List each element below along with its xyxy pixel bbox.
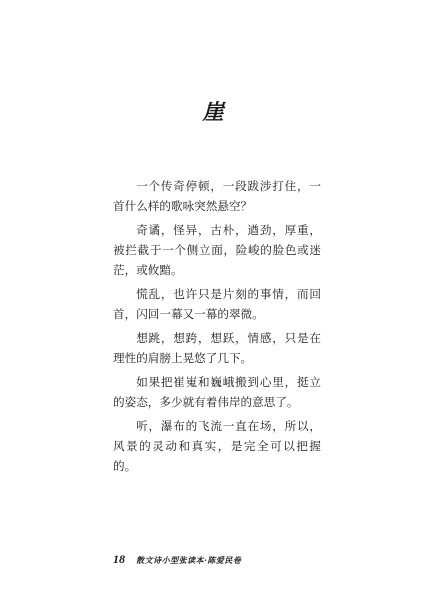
paragraph: 听，瀑布的飞流一直在场，所以，风景的灵动和真实，是完全可以把握的。 <box>113 419 321 473</box>
page-title: 崖 <box>202 99 225 124</box>
paragraph: 慌乱，也许只是片刻的事情，而回首，闪回一幕又一幕的翠微。 <box>113 287 321 321</box>
page-number: 18 <box>113 552 125 566</box>
paragraph: 一个传奇停顿，一段跋涉打住，一首什么样的歌咏突然悬空？ <box>113 179 321 213</box>
page-footer <box>113 548 373 567</box>
paragraph: 如果把崔嵬和巍峨搬到心里，挺立的姿态，多少就有着伟岸的意思了。 <box>113 375 321 409</box>
paragraph: 奇谲，怪异，古朴，遒劲，厚重，被拦截于一个侧立面，险峻的脸色或迷茫，或攸黯。 <box>113 223 321 277</box>
paragraph: 想跳，想跨，想跃，情感，只是在理性的肩膀上晃悠了几下。 <box>113 331 321 365</box>
body-text <box>113 176 321 480</box>
running-book-title: 散文诗小型张读本·陈爱民卷 <box>136 555 242 565</box>
